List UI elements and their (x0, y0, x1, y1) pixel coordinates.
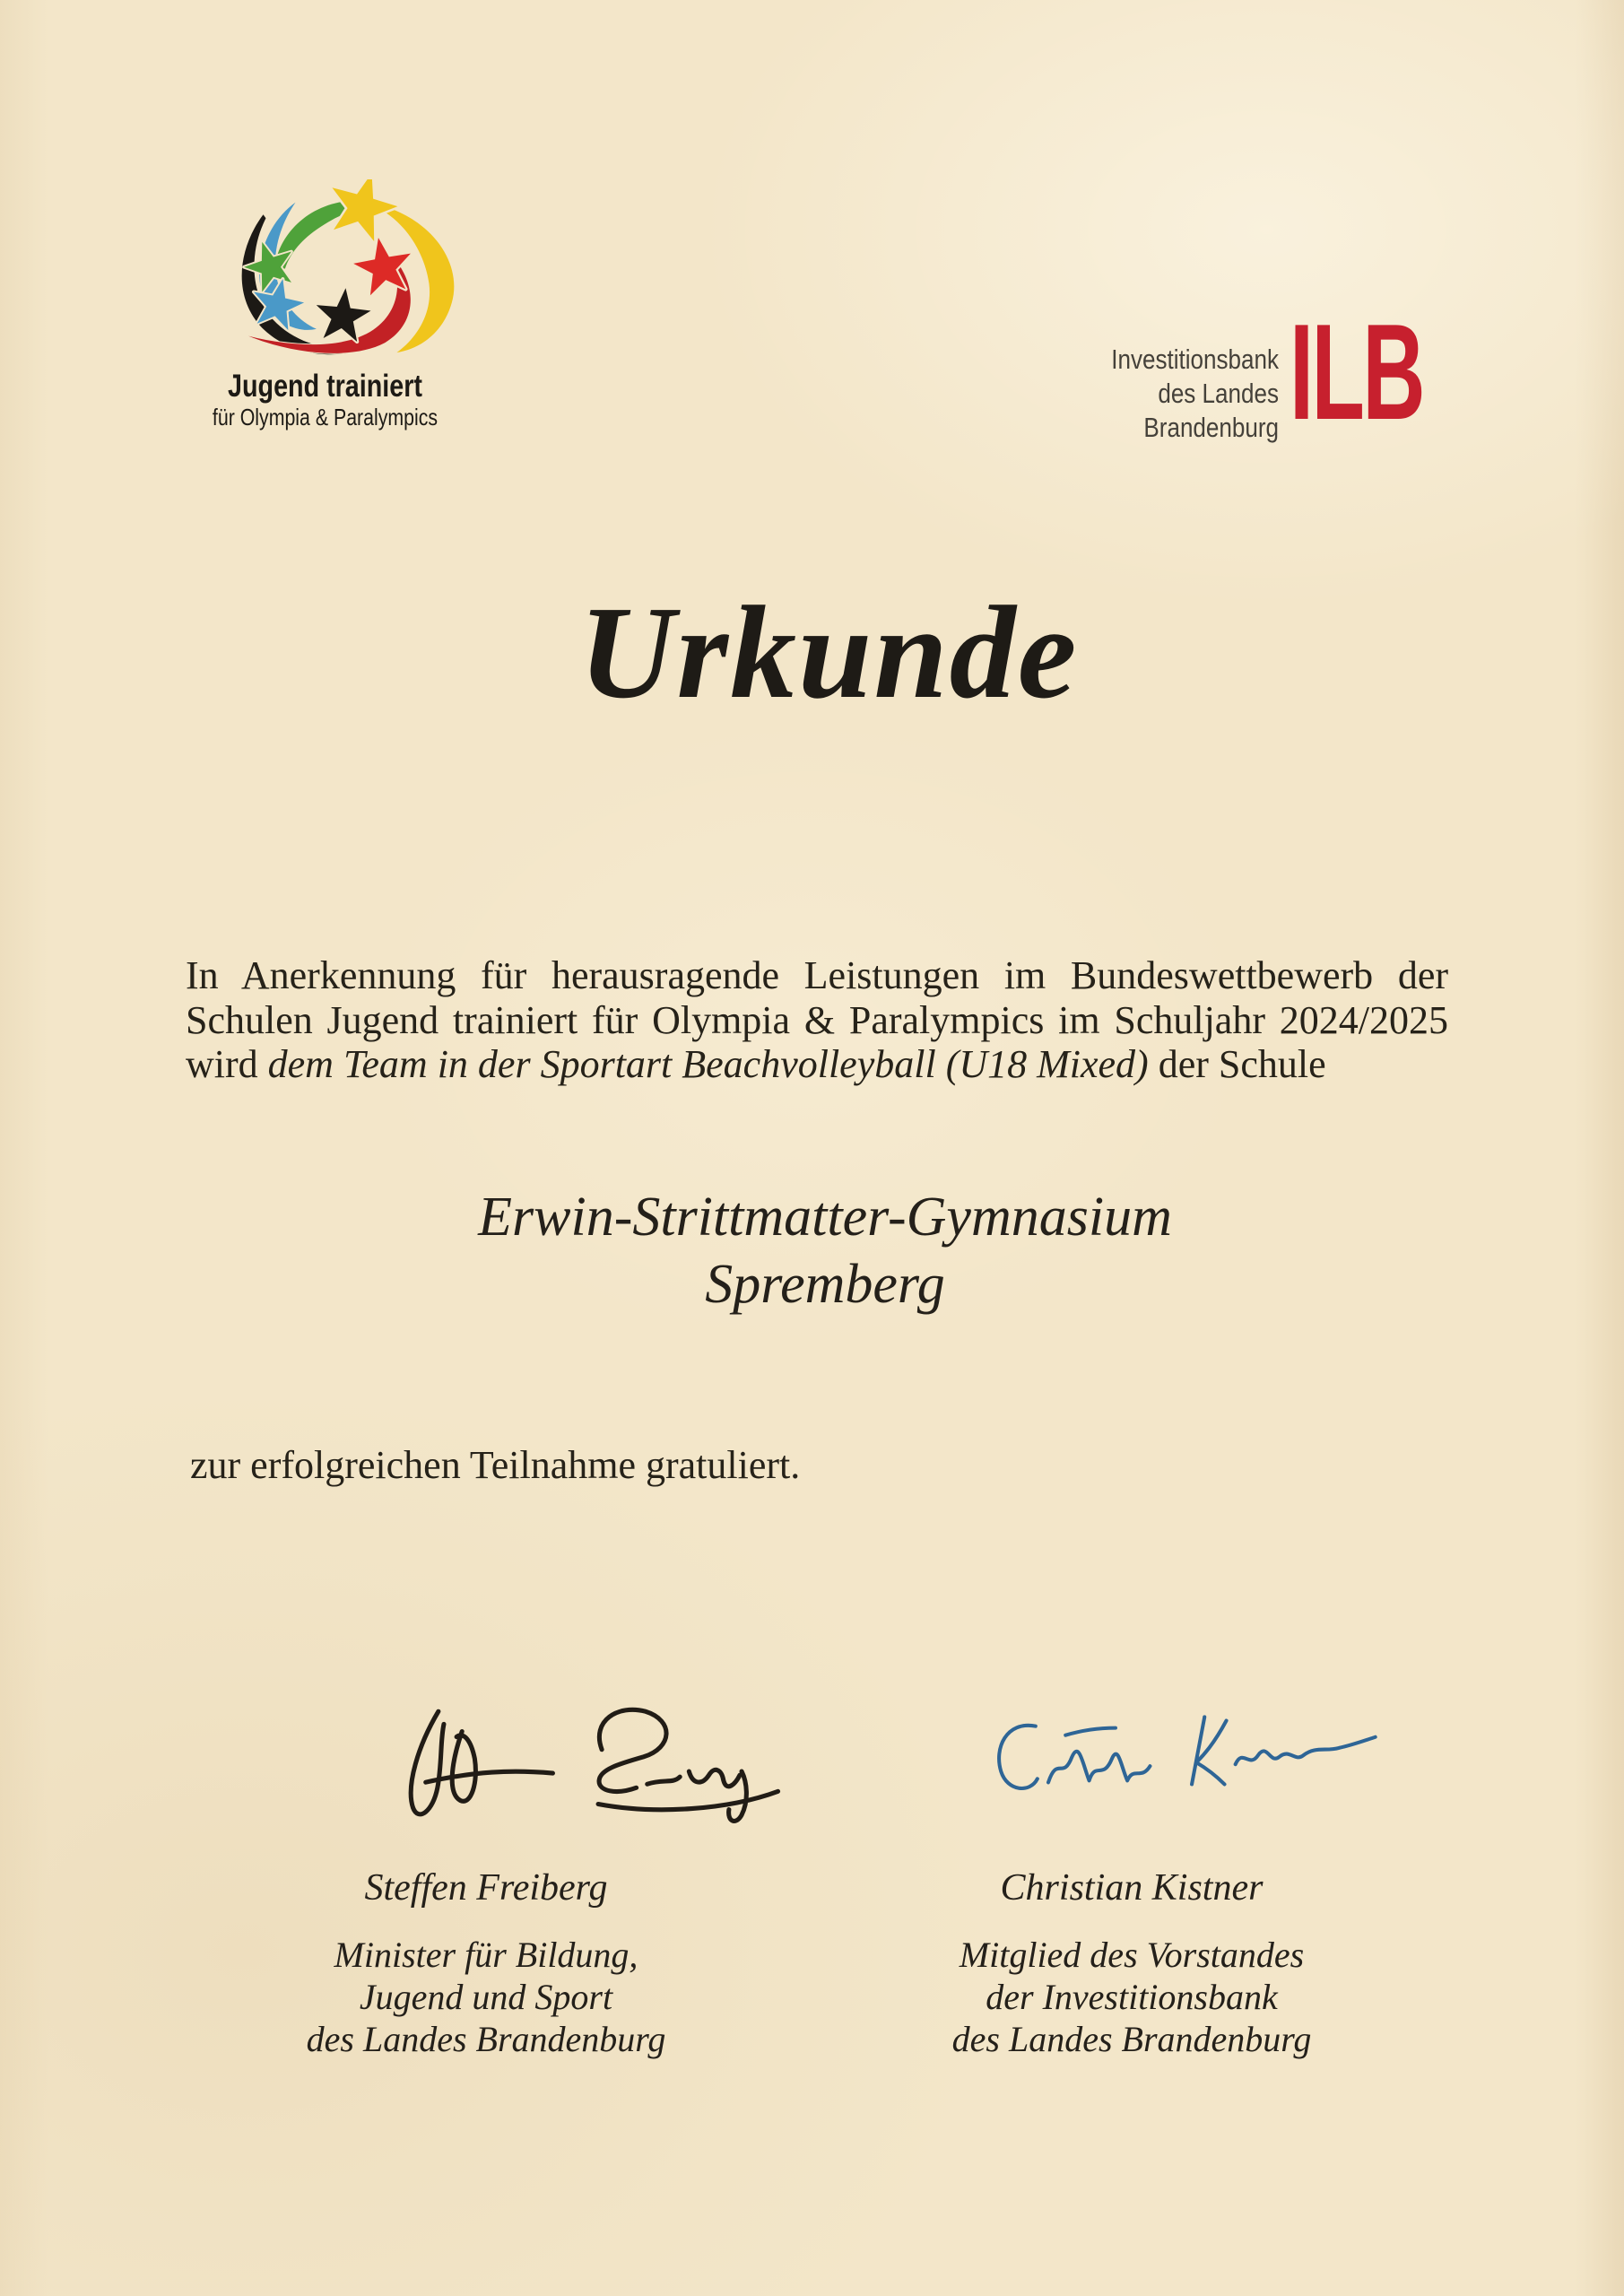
school-name-block (0, 1184, 1624, 1318)
body-line-3-sport-team: dem Team in der Sportart Beachvolleyball (U18 Mixed) (267, 1042, 1149, 1086)
ilb-bank-name-line3: Brandenburg (1143, 412, 1279, 443)
signatory-right-role-3: des Landes Brandenburg (951, 2019, 1312, 2059)
school-city: Spremberg (705, 1254, 945, 1315)
school-name: Erwin-Strittmatter-Gymnasium (478, 1187, 1172, 1248)
signatory-left-block (253, 1867, 719, 2060)
signatory-left-role-3: des Landes Brandenburg (306, 2019, 666, 2059)
signatory-left-role-2: Jugend und Sport (359, 1977, 613, 2017)
signatory-right-name: Christian Kistner (1000, 1867, 1264, 1909)
signatory-right-role-1: Mitglied des Vorstandes (959, 1935, 1305, 1975)
certificate-body (186, 953, 1448, 1087)
jugend-trainiert-wordmark (198, 370, 452, 430)
signature-steffen-freiberg (375, 1695, 811, 1840)
ilb-bank-name-line2: des Landes (1158, 378, 1279, 409)
signature-christian-kistner (979, 1700, 1397, 1810)
certificate-title: Urkunde (578, 579, 1079, 726)
jugend-trainiert-logo-icon (215, 179, 477, 368)
jugend-trainiert-subtitle: für Olympia & Paralympics (212, 404, 439, 430)
body-line-3 (186, 1042, 1448, 1087)
signatory-right-block (899, 1867, 1365, 2060)
signatory-left-role-1: Minister für Bildung, (334, 1935, 638, 1975)
body-line-2: Schulen Jugend trainiert für Olympia & Paralympics im Schuljahr 2024/2025 (186, 997, 1448, 1042)
body-line-3-suffix: der Schule (1158, 1042, 1326, 1086)
ilb-bank-name (1092, 343, 1279, 445)
signatory-left-name: Steffen Freiberg (364, 1867, 608, 1909)
body-line-3-prefix: wird (186, 1042, 258, 1086)
ilb-logo-acronym: ILB (1290, 296, 1424, 448)
jugend-trainiert-title: Jugend trainiert (228, 369, 422, 404)
closing-line: zur erfolgreichen Teilnahme gratuliert. (190, 1443, 801, 1487)
signatory-right-role-2: der Investitionsbank (986, 1977, 1278, 2017)
ilb-bank-name-line1: Investitionsbank (1111, 344, 1279, 375)
red-star-icon (350, 232, 417, 297)
body-line-1: In Anerkennung für herausragende Leistungen im Bundeswettbewerb der (186, 953, 1448, 997)
